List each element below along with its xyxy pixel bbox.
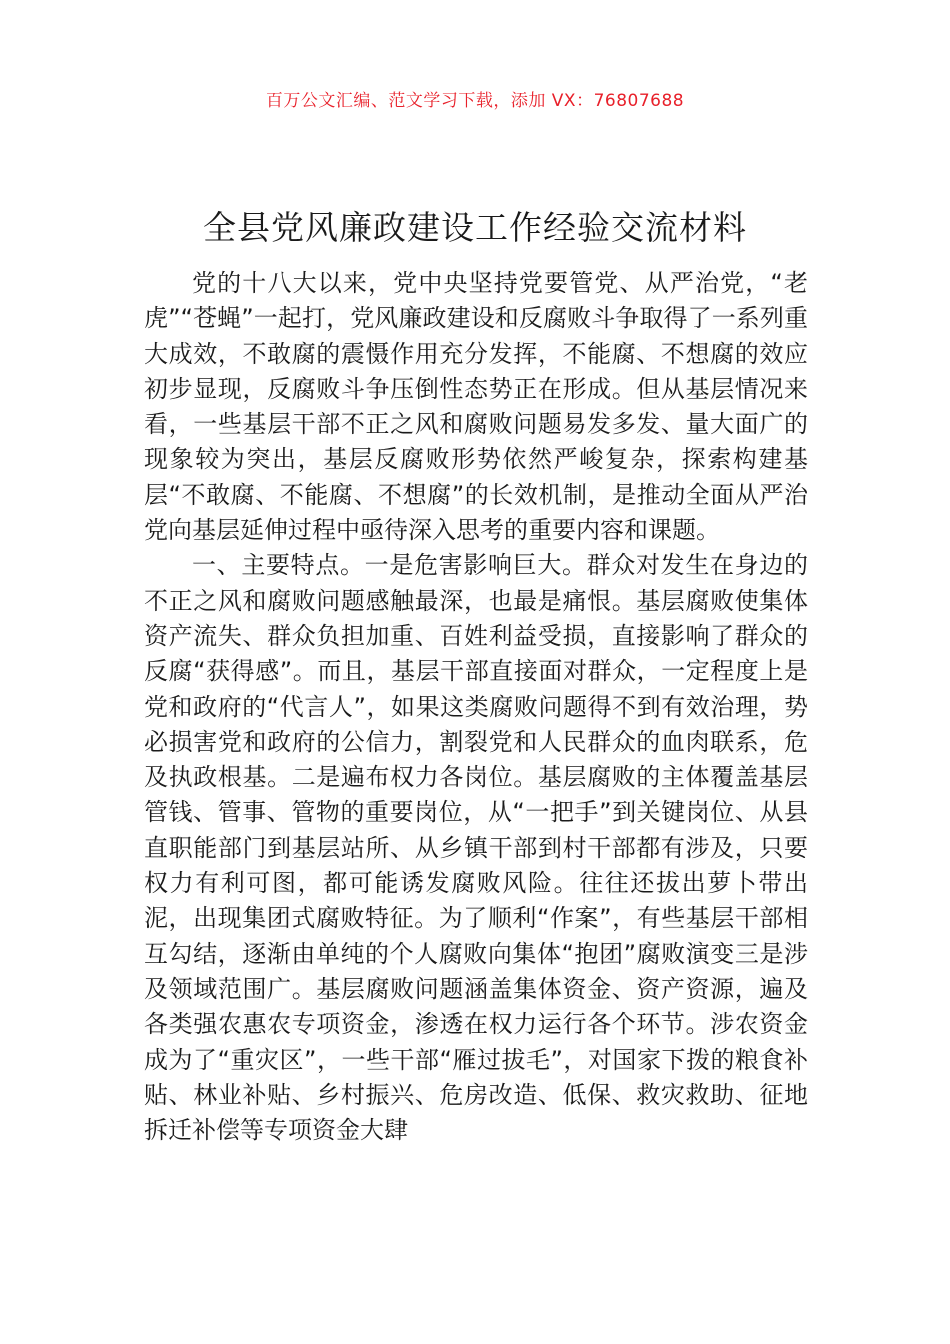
download-notice: 百万公文汇编、范文学习下载，添加 VX：76807688 (265, 91, 685, 111)
paragraph-main-features: 一、主要特点。一是危害影响巨大。群众对发生在身边的不正之风和腐败问题感触最深，也最是痛恨。基层腐败使集体资产流失、群众负担加重、百姓利益受损，直接影响了群众的反腐“获得感”。而且，基层干部直接面对群众，一定程度上是党和政府的“代言人”，如果这类腐败问题得不到有效治理，势必损害党和政府的公信力，割裂党和人民群众的血肉联系，危及执政根基。二是遍布权力各岗位。基层腐败的主体覆盖基层管钱、管事、管物的重要岗位，从“一把手”到关键岗位、从县直职能部门到基层站所、从乡镇干部到村干部都有涉及，只要权力有利可图，都可能诱发腐败风险。往往还拔出萝卜带出泥，出现集团式腐败特征。为了顺利“作案”，有些基层干部相互勾结，逐渐由单纯的个人腐败向集体“抱团”腐败演变三是涉及领域范围广。基层腐败问题涵盖集体资金、资产资源，遍及各类强农惠农专项资金，渗透在权力运行各个环节。涉农资金成为了“重灾区”，一些干部“雁过拔毛”，对国家下拨的粮食补贴、林业补贴、乡村振兴、危房改造、低保、救灾救助、征地拆迁补偿等专项资金大肆 (144, 551, 808, 1145)
document-title: 全县党风廉政建设工作经验交流材料 (203, 208, 747, 248)
paragraph-intro: 党的十八大以来，党中央坚持党要管党、从严治党，“老虎”“苍蝇”一起打，党风廉政建设和反腐败斗争取得了一系列重大成效，不敢腐的震慑作用充分发挥，不能腐、不想腐的效应初步显现，反腐败斗争压倒性态势正在形成。但从基层情况来看，一些基层干部不正之风和腐败问题易发多发、量大面广的现象较为突出，基层反腐败形势依然严峻复杂，探索构建基层“不敢腐、不能腐、不想腐”的长效机制，是推动全面从严治党向基层延伸过程中亟待深入思考的重要内容和课题。 (144, 269, 808, 545)
document-body (144, 266, 808, 1148)
